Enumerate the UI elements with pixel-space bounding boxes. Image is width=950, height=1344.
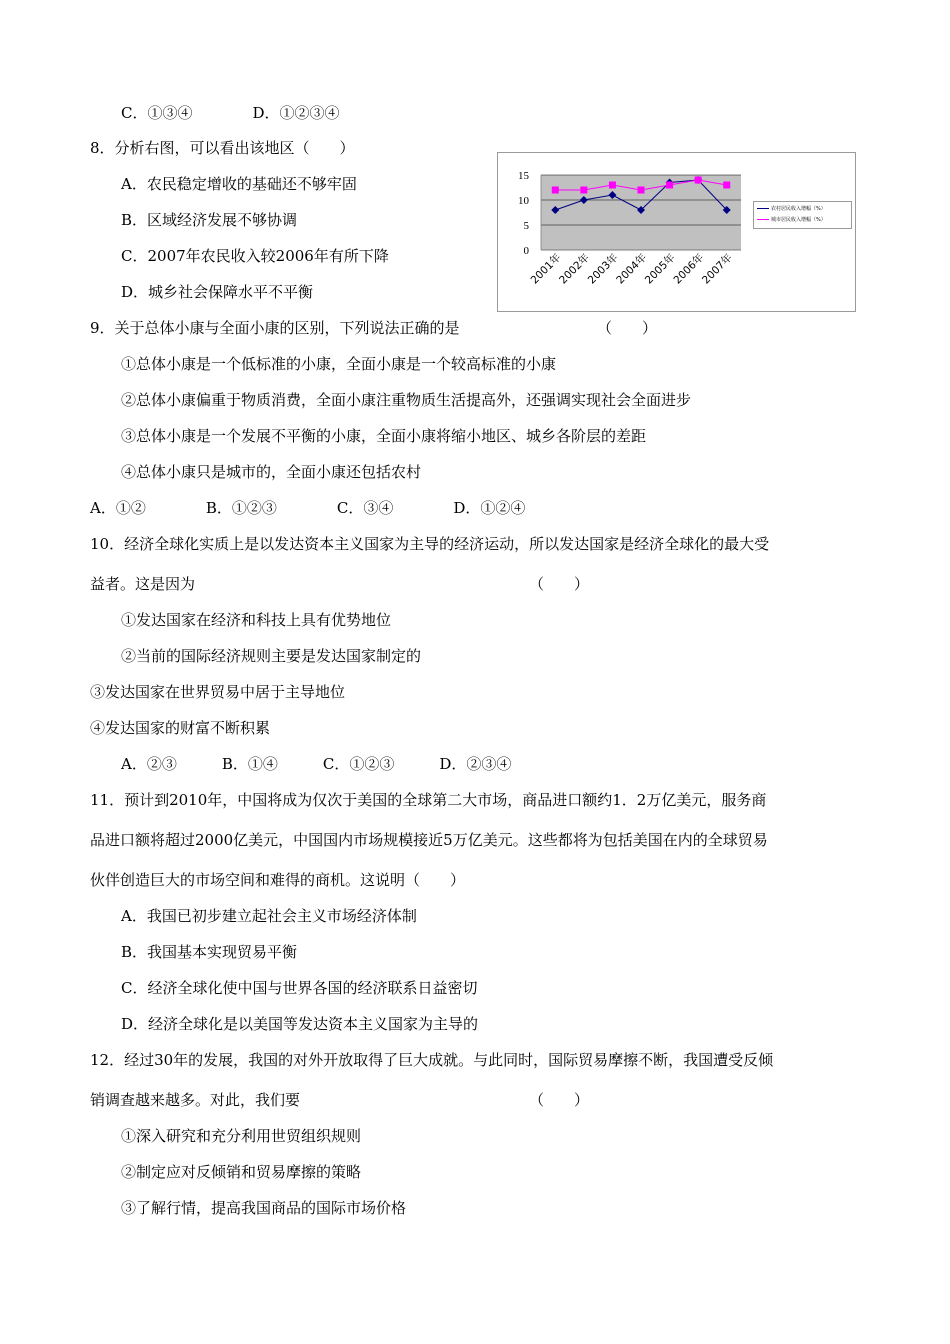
q10-stem-2: 益者。这是因为 <box>90 575 196 593</box>
data-point-1 <box>638 187 645 194</box>
chart-svg <box>498 153 855 311</box>
q12-stem-2: 销调查越来越多。对此，我们要 <box>90 1091 301 1109</box>
q10-item-2: ②当前的国际经济规则主要是发达国家制定的 <box>121 647 422 665</box>
legend-swatch-urban <box>757 219 769 220</box>
data-point-1 <box>723 182 730 189</box>
income-growth-chart <box>497 152 856 312</box>
q9-item-1: ①总体小康是一个低标准的小康，全面小康是一个较高标准的小康 <box>121 355 557 373</box>
x-tick-label: 2006年 <box>671 251 707 287</box>
chart-legend <box>753 201 852 229</box>
data-point-1 <box>695 177 702 184</box>
x-tick-label: 2001年 <box>528 251 564 287</box>
q11-option-b: B．我国基本实现贸易平衡 <box>121 943 298 961</box>
q8-option-c: C．2007年农民收入较2006年有所下降 <box>121 247 389 265</box>
y-tick-label: 0 <box>523 245 529 257</box>
q10-paren: （ ） <box>529 575 590 593</box>
x-tick-label: 2003年 <box>585 251 621 287</box>
q11-stem-1: 11．预计到2010年，中国将成为仅次于美国的全球第二大市场，商品进口额约1．2万亿美元，服务商 <box>90 791 767 809</box>
q9-options: A．①② B．①②③ C．③④ D．①②④ <box>90 499 526 517</box>
q12-item-2: ②制定应对反倾销和贸易摩擦的策略 <box>121 1163 362 1181</box>
legend-swatch-rural <box>757 208 769 209</box>
q9-paren: （ ） <box>597 319 658 337</box>
q12-item-3: ③了解行情，提高我国商品的国际市场价格 <box>121 1199 407 1217</box>
q11-stem-2: 品进口额将超过2000亿美元，中国国内市场规模接近5万亿美元。这些都将为包括美国在内的全球贸易 <box>90 831 768 849</box>
q11-stem-3: 伙伴创造巨大的市场空间和难得的商机。这说明（ ） <box>90 871 466 889</box>
q9-item-4: ④总体小康只是城市的，全面小康还包括农村 <box>121 463 422 481</box>
q10-stem-1: 10．经济全球化实质上是以发达资本主义国家为主导的经济运动，所以发达国家是经济全球化的最大受 <box>90 535 770 553</box>
q8-stem: 8．分析右图，可以看出该地区（ ） <box>90 139 355 157</box>
legend-label-rural: 农村居民收入增幅（%） <box>771 206 826 212</box>
x-tick-label: 2005年 <box>642 251 678 287</box>
q12-stem-1: 12．经过30年的发展，我国的对外开放取得了巨大成就。与此同时，国际贸易摩擦不断，我国遭受反倾 <box>90 1051 774 1069</box>
q10-item-1: ①发达国家在经济和科技上具有优势地位 <box>121 611 392 629</box>
data-point-1 <box>609 182 616 189</box>
q7-options: C．①③④ D．①②③④ <box>121 104 340 122</box>
q9-item-2: ②总体小康偏重于物质消费，全面小康注重物质生活提高外，还强调实现社会全面进步 <box>121 391 692 409</box>
q11-option-c: C．经济全球化使中国与世界各国的经济联系日益密切 <box>121 979 478 997</box>
q9-item-3: ③总体小康是一个发展不平衡的小康，全面小康将缩小地区、城乡各阶层的差距 <box>121 427 647 445</box>
q10-options: A．②③ B．①④ C．①②③ D．②③④ <box>121 755 512 773</box>
y-tick-label: 5 <box>523 220 529 232</box>
q9-stem: 9．关于总体小康与全面小康的区别，下列说法正确的是 <box>90 319 460 337</box>
q11-option-a: A．我国已初步建立起社会主义市场经济体制 <box>121 907 417 925</box>
legend-entry-urban <box>757 215 826 225</box>
data-point-1 <box>666 182 673 189</box>
x-tick-label: 2004年 <box>614 251 650 287</box>
q11-option-d: D．经济全球化是以美国等发达资本主义国家为主导的 <box>121 1015 479 1033</box>
q8-option-b: B．区域经济发展不够协调 <box>121 211 298 229</box>
q8-option-d: D．城乡社会保障水平不平衡 <box>121 283 314 301</box>
q12-item-1: ①深入研究和充分利用世贸组织规则 <box>121 1127 362 1145</box>
data-point-1 <box>552 187 559 194</box>
q10-item-3: ③发达国家在世界贸易中居于主导地位 <box>90 683 346 701</box>
q8-option-a: A．农民稳定增收的基础还不够牢固 <box>121 175 357 193</box>
data-point-1 <box>580 187 587 194</box>
legend-entry-rural <box>757 204 826 214</box>
q12-paren: （ ） <box>529 1091 590 1109</box>
x-tick-label: 2002年 <box>557 251 592 287</box>
y-tick-label: 15 <box>518 170 529 182</box>
y-tick-label: 10 <box>518 195 529 207</box>
legend-label-urban: 城市居民收入增幅（%） <box>771 217 826 223</box>
q10-item-4: ④发达国家的财富不断积累 <box>90 719 271 737</box>
x-tick-label: 2007年 <box>700 251 735 287</box>
